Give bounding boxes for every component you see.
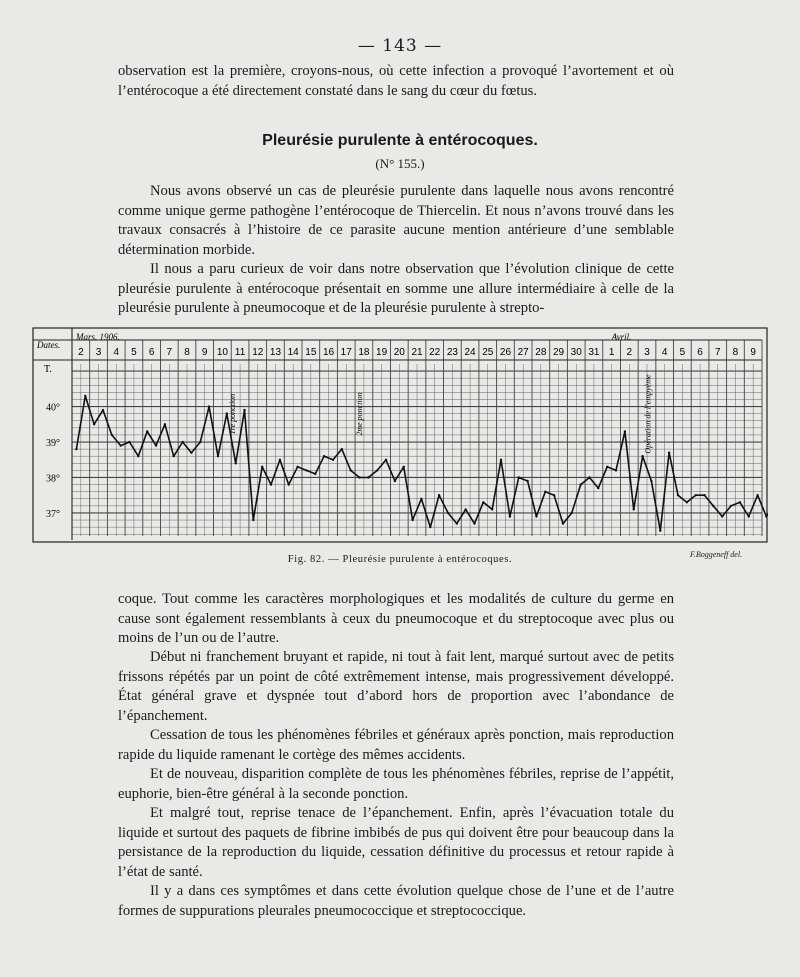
day-tick-label: 4: [113, 347, 120, 358]
temperature-point: [553, 494, 555, 496]
temperature-point: [518, 476, 520, 478]
day-tick-label: 7: [714, 347, 721, 358]
temperature-point: [288, 483, 290, 485]
temperature-point: [305, 469, 307, 471]
day-tick-label: 9: [750, 347, 756, 358]
temperature-point: [84, 395, 86, 397]
temperature-point: [677, 494, 679, 496]
temperature-point: [659, 530, 661, 532]
temperature-point: [199, 441, 201, 443]
temperature-point: [376, 469, 378, 471]
temperature-point: [217, 455, 219, 457]
day-tick-label: 2: [626, 347, 633, 358]
day-tick-label: 24: [464, 347, 476, 358]
temperature-point: [686, 501, 688, 503]
day-tick-label: 1: [608, 347, 615, 358]
day-tick-label: 8: [184, 347, 190, 358]
day-tick-label: 16: [322, 347, 335, 358]
day-tick-label: 3: [95, 347, 102, 358]
day-tick-label: 23: [446, 347, 458, 358]
paragraph-7: Et malgré tout, reprise tenace de l’épanchement. Enfin, après l’évacuation totale du liquide et surtout des paquets de fibrine imbibés de pus qui doivent être pour beaucoup dans la persistance de la reproduction du liquide, cessation définitive du processus et retour rapide à l’état de santé.: [118, 805, 674, 880]
day-tick-label: 17: [340, 347, 352, 358]
temperature-point: [314, 473, 316, 475]
day-tick-label: 22: [429, 347, 441, 358]
day-tick-label: 20: [393, 347, 405, 358]
figure-caption: Fig. 82. — Pleurésie purulente à entérocoques.: [287, 554, 513, 565]
temperature-point: [535, 515, 537, 517]
day-tick-label: 11: [234, 347, 246, 358]
page-number: — 143 —: [357, 36, 443, 56]
day-tick-label: 6: [148, 347, 155, 358]
temperature-point: [403, 466, 405, 468]
temperature-point: [695, 494, 697, 496]
temperature-point: [261, 466, 263, 468]
paragraph-8: Il y a dans ces symptômes et dans cette évolution quelque chose de l’une et de l’autre formes de suppurations pleurales pneumococcique et streptococcique.: [118, 883, 674, 919]
day-tick-label: 29: [552, 347, 565, 358]
temperature-point: [588, 476, 590, 478]
paragraph-2: Il nous a paru curieux de voir dans notre observation que l’évolution clinique de cette pleurésie purulente à entérocoque présentait en somme une allure intermédiaire à celle de la pleurésie purulente à pneumocoque et de la pleurésie purulente à strepto-: [118, 261, 674, 317]
temperature-point: [358, 476, 360, 478]
day-tick-label: 4: [661, 347, 668, 358]
temperature-tick-label: 37°: [46, 508, 60, 520]
temperature-point: [597, 487, 599, 489]
temperature-point: [756, 494, 758, 496]
paragraph-1: Nous avons observé un cas de pleurésie purulente dans laquelle nous avons rencontré comme unique germe pathogène l’entérocoque de Thiercelin. Et nous n’avons trouvé dans les travaux consacrés à l’histoire de ce parasite aucune mention antérieure d’une semblable détermination morbide.: [118, 183, 674, 258]
day-tick-label: 25: [482, 347, 494, 358]
temperature-point: [243, 409, 245, 411]
temperature-point: [341, 448, 343, 450]
temperature-point: [155, 444, 157, 446]
day-tick-label: 8: [732, 347, 739, 358]
temperature-point: [235, 462, 237, 464]
intro-paragraph: observation est la première, croyons-nous, où cette infection a provoqué l’avortement et où l’entérocoque a été directement constaté dans le sang du cœur du fœtus.: [118, 63, 674, 99]
temperature-point: [137, 455, 139, 457]
day-tick-label: 7: [166, 347, 173, 358]
day-tick-label: 14: [287, 347, 299, 358]
temperature-point: [208, 405, 210, 407]
day-tick-label: 31: [588, 347, 600, 358]
day-tick-label: 3: [644, 347, 650, 358]
day-tick-label: 19: [376, 347, 388, 358]
temperature-point: [385, 459, 387, 461]
annotation-label: 2me ponction: [355, 392, 365, 436]
temperature-point: [624, 430, 626, 432]
temperature-point: [190, 452, 192, 454]
month-label: Avril.: [611, 332, 632, 342]
temperature-point: [712, 505, 714, 507]
illustrator-signature: F.Boggeneff del.: [690, 550, 743, 559]
temperature-point: [447, 512, 449, 514]
temperature-point: [730, 505, 732, 507]
temperature-point: [146, 430, 148, 432]
y-axis-label: T.: [44, 364, 52, 375]
temperature-point: [164, 423, 166, 425]
annotation-label: 1re ponction: [227, 393, 237, 435]
temperature-point: [606, 466, 608, 468]
temperature-point: [562, 522, 564, 524]
temperature-point: [526, 480, 528, 482]
temperature-point: [120, 444, 122, 446]
temperature-point: [633, 508, 635, 510]
temperature-point: [270, 483, 272, 485]
temperature-tick-label: 39°: [46, 438, 60, 450]
paragraph-3: coque. Tout comme les caractères morphologiques et les modalités de culture du germe en cause sont également ressemblants à ceux du pneumocoque et du streptocoque avec plus ou moins de l’un ou de l’autre.: [118, 591, 674, 647]
day-tick-label: 10: [216, 347, 228, 358]
temperature-point: [93, 423, 95, 425]
temperature-point: [465, 508, 467, 510]
temperature-point: [226, 412, 228, 414]
temperature-point: [102, 409, 104, 411]
temperature-point: [615, 469, 617, 471]
day-tick-label: 9: [201, 347, 208, 358]
temperature-point: [721, 515, 723, 517]
temperature-tick-label: 40°: [46, 402, 60, 414]
day-tick-label: 15: [305, 347, 317, 358]
day-tick-label: 13: [269, 347, 282, 358]
temperature-point: [491, 508, 493, 510]
temperature-point: [748, 515, 750, 517]
temperature-point: [473, 522, 475, 524]
temperature-point: [482, 501, 484, 503]
dates-label: Dates.: [37, 340, 61, 350]
paragraph-5: Cessation de tous les phénomènes fébriles et généraux après ponction, mais reproduction rapide du liquide ramenant le cortège des mêmes accidents.: [118, 727, 674, 763]
day-tick-label: 2: [78, 347, 84, 358]
temperature-point: [650, 480, 652, 482]
temperature-point: [279, 459, 281, 461]
temperature-point: [128, 441, 130, 443]
temperature-point: [332, 459, 334, 461]
temperature-point: [181, 441, 183, 443]
day-tick-label: 18: [358, 347, 370, 358]
day-tick-label: 6: [697, 347, 703, 358]
temperature-chart: [32, 326, 768, 548]
temperature-point: [173, 455, 175, 457]
temperature-point: [571, 512, 573, 514]
day-tick-label: 27: [517, 347, 529, 358]
day-tick-label: 28: [535, 347, 547, 358]
temperature-point: [394, 480, 396, 482]
temperature-point: [350, 469, 352, 471]
temperature-point: [429, 526, 431, 528]
paragraph-4: Début ni franchement bruyant et rapide, ni tout à fait lent, marqué surtout avec de petits frissons répétés par un point de côté extrêmement intense, mais progressivement développé. État général grave et dyspnée tout d’abord hors de proportion avec l’abondance de l’épanchement.: [118, 649, 674, 724]
temperature-point: [703, 494, 705, 496]
temperature-point: [411, 519, 413, 521]
temperature-point: [252, 519, 254, 521]
temperature-point: [580, 483, 582, 485]
temperature-point: [641, 455, 643, 457]
temperature-point: [739, 501, 741, 503]
annotation-label: Opération de l’empyème: [643, 374, 653, 454]
month-label: Mars. 1906.: [76, 332, 120, 342]
section-heading: Pleurésie purulente à entérocoques.: [262, 132, 538, 149]
temperature-tick-label: 38°: [46, 473, 60, 485]
temperature-point: [75, 448, 77, 450]
day-tick-label: 26: [499, 347, 512, 358]
temperature-point: [111, 434, 113, 436]
temperature-point: [323, 455, 325, 457]
temperature-point: [765, 515, 767, 517]
day-tick-label: 5: [679, 347, 686, 358]
day-tick-label: 21: [411, 347, 423, 358]
temperature-point: [296, 466, 298, 468]
paragraph-6: Et de nouveau, disparition complète de tous les phénomènes fébriles, reprise de l’appétit, euphorie, bien-être général à la seconde ponction.: [118, 766, 674, 802]
section-subheading: (N° 155.): [375, 156, 425, 171]
temperature-point: [420, 498, 422, 500]
temperature-point: [456, 522, 458, 524]
temperature-point: [544, 491, 546, 493]
temperature-point: [438, 494, 440, 496]
day-tick-label: 5: [131, 347, 137, 358]
day-tick-label: 30: [570, 347, 582, 358]
day-tick-label: 12: [252, 347, 264, 358]
temperature-point: [668, 452, 670, 454]
temperature-point: [500, 459, 502, 461]
temperature-point: [509, 515, 511, 517]
temperature-point: [367, 476, 369, 478]
